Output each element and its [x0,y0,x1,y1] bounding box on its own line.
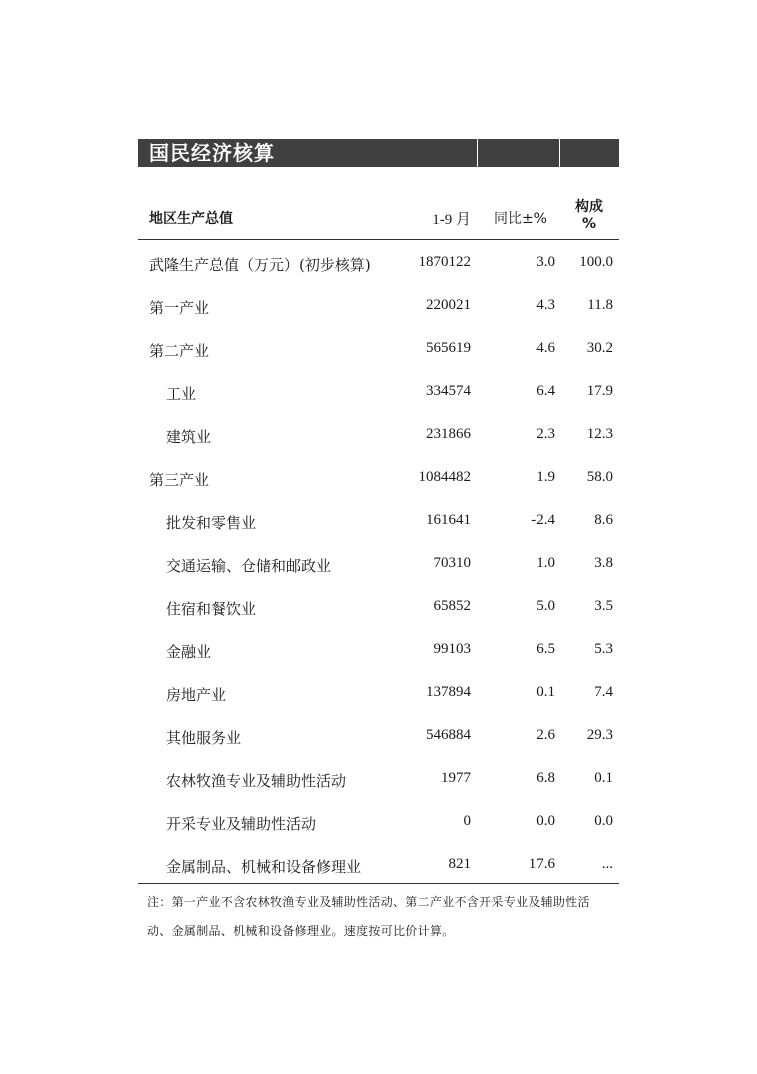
table-row [138,499,619,542]
row-value: 546884 [426,727,471,743]
table-row [138,585,619,628]
row-yoy: 6.5 [536,641,555,657]
header-period: 1-9 月 [432,212,471,228]
row-name: 开采专业及辅助性活动 [166,815,317,833]
row-yoy: -2.4 [531,512,555,528]
row-name: 批发和零售业 [166,514,257,532]
row-share: 8.6 [594,512,613,528]
row-value: 1977 [441,770,471,786]
row-share: 58.0 [586,469,613,485]
row-value: 821 [448,856,471,872]
section-title: 国民经济核算 [149,141,275,165]
row-share: 0.1 [594,770,613,786]
row-name: 第二产业 [149,342,210,360]
table-row [138,843,619,886]
title-bar-cell [477,139,560,167]
table-row [138,413,619,456]
row-name: 第三产业 [149,471,210,489]
row-yoy: 5.0 [536,598,555,614]
row-yoy: 4.6 [536,340,555,356]
row-value: 0 [463,813,471,829]
row-yoy: 6.8 [536,770,555,786]
row-share: 17.9 [586,383,613,399]
table-row [138,542,619,585]
row-share: ... [601,856,613,872]
row-name: 工业 [166,385,197,403]
row-value: 137894 [426,684,471,700]
row-yoy: 6.4 [536,383,555,399]
row-name: 住宿和餐饮业 [166,600,257,618]
table-row [138,671,619,714]
header-share: 构成 % [575,199,603,232]
row-value: 1084482 [418,469,471,485]
row-share: 12.3 [586,426,613,442]
section-title-bar [138,139,619,167]
row-yoy: 17.6 [528,856,555,872]
row-share: 0.0 [594,813,613,829]
row-yoy: 1.0 [536,555,555,571]
row-share: 30.2 [586,340,613,356]
row-yoy: 1.9 [536,469,555,485]
footnote: 注：第一产业不含农林牧渔专业及辅助性活动、第二产业不含开采专业及辅助性活动、金属制品、机械和设备修理业。速度按可比价计算。 [147,895,590,938]
row-value: 161641 [426,512,471,528]
row-name: 其他服务业 [166,729,242,747]
row-yoy: 2.3 [536,426,555,442]
table-row [138,714,619,757]
table-row [138,370,619,413]
row-name: 武隆生产总值（万元）(初步核算) [149,256,371,274]
table-row [138,757,619,800]
row-name: 金融业 [166,643,212,661]
row-share: 7.4 [594,684,613,700]
table-row [138,284,619,327]
row-value: 220021 [426,297,471,313]
row-value: 565619 [426,340,471,356]
row-name: 建筑业 [166,428,212,446]
row-yoy: 0.1 [536,684,555,700]
row-yoy: 3.0 [536,254,555,270]
row-share: 11.8 [587,297,613,313]
table-header [138,195,619,240]
header-name: 地区生产总值 [149,211,233,227]
table-row [138,456,619,499]
row-name: 农林牧渔专业及辅助性活动 [166,772,347,790]
row-name: 房地产业 [166,686,227,704]
row-share: 29.3 [586,727,613,743]
header-yoy: 同比±% [493,211,547,227]
row-value: 1870122 [418,254,471,270]
row-name: 金属制品、机械和设备修理业 [166,858,362,876]
row-yoy: 0.0 [536,813,555,829]
row-value: 231866 [426,426,471,442]
row-share: 100.0 [579,254,613,270]
row-value: 99103 [433,641,471,657]
row-yoy: 2.6 [536,727,555,743]
note-divider [138,883,619,884]
table-row [138,628,619,671]
row-name: 第一产业 [149,299,210,317]
table-row [138,327,619,370]
row-share: 5.3 [594,641,613,657]
row-yoy: 4.3 [536,297,555,313]
row-share: 3.5 [594,598,613,614]
title-bar-cell [559,139,620,167]
row-value: 334574 [426,383,471,399]
row-name: 交通运输、仓储和邮政业 [166,557,332,575]
table-body [138,241,619,886]
row-value: 65852 [433,598,471,614]
row-share: 3.8 [594,555,613,571]
table-row [138,800,619,843]
row-value: 70310 [433,555,471,571]
table-row [138,241,619,284]
